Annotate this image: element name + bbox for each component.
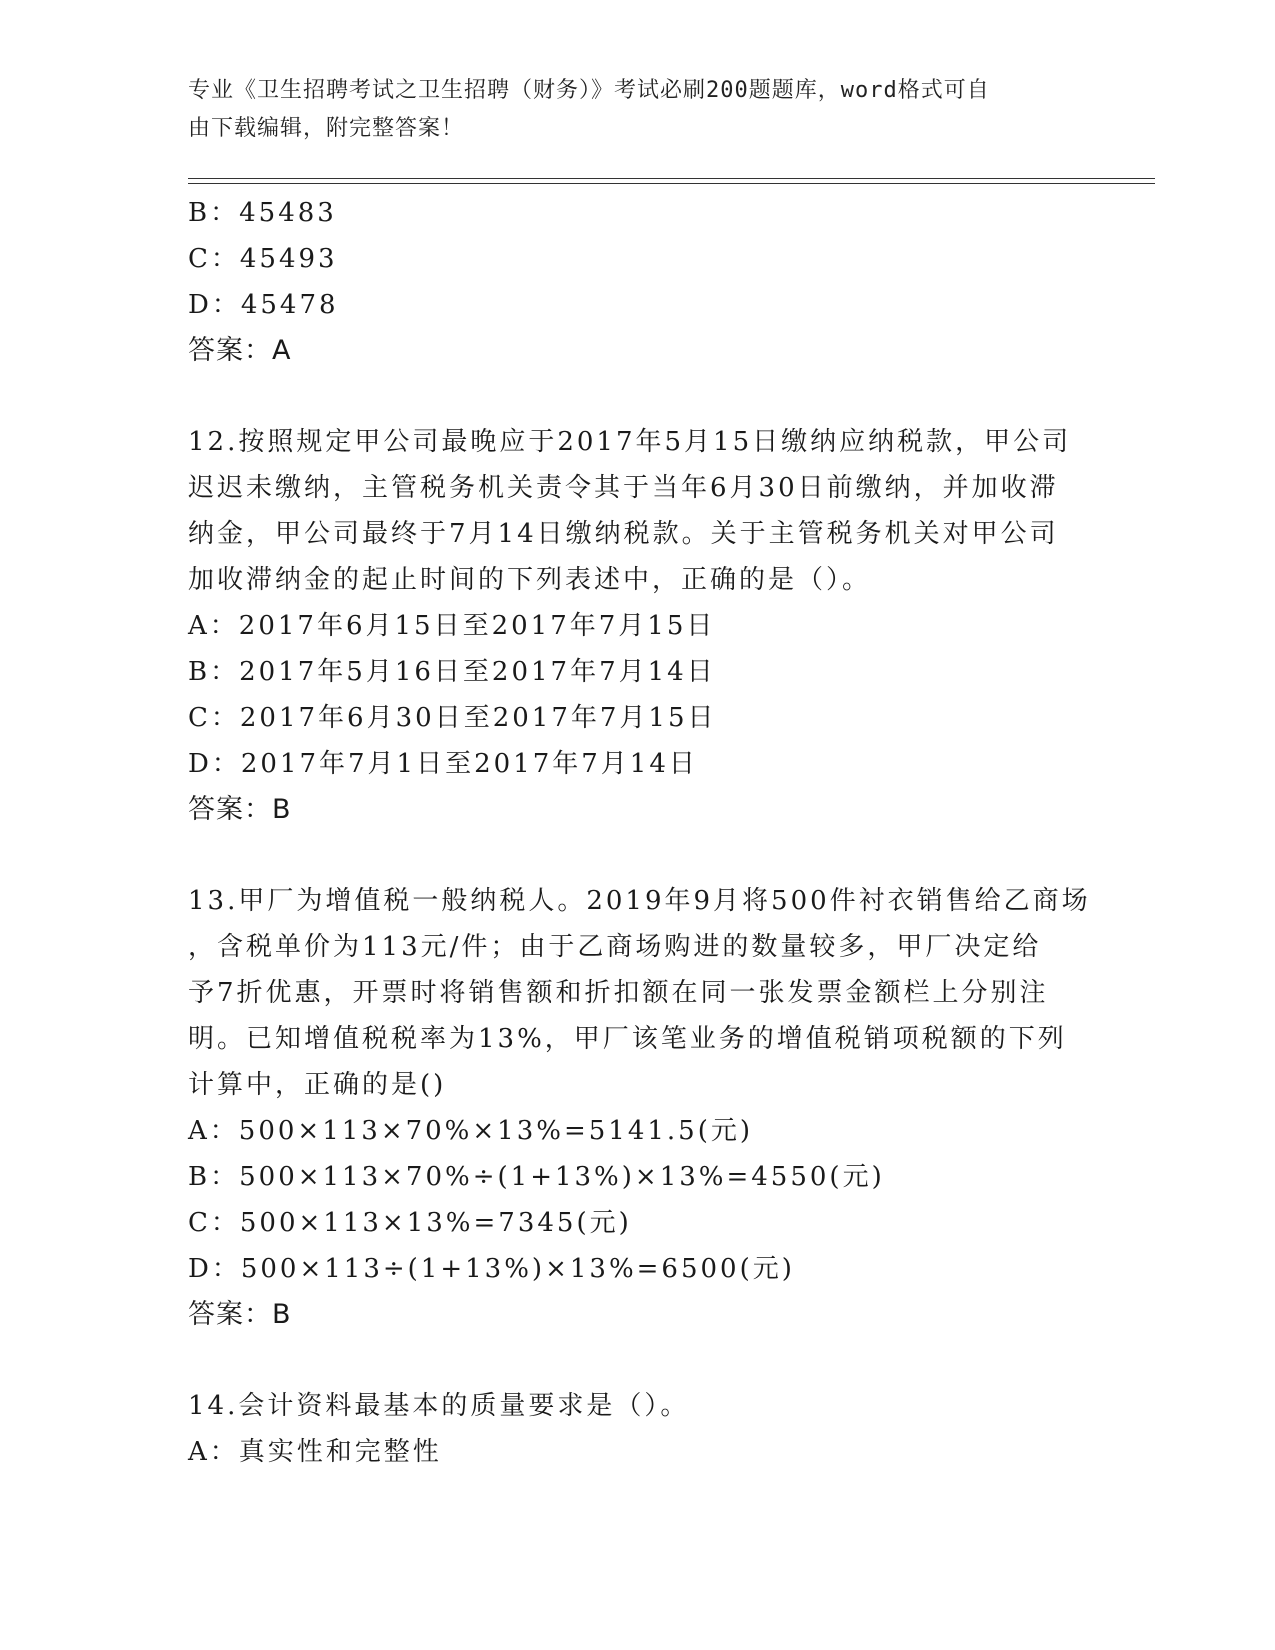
question-stem-line: 加收滞纳金的起止时间的下列表述中，正确的是（）。 <box>188 565 872 595</box>
question-stem-line: 迟迟未缴纳，主管税务机关责令其于当年6月30日前缴纳，并加收滞 <box>188 473 1059 503</box>
question-stem-line: 纳金，甲公司最终于7月14日缴纳税款。关于主管税务机关对甲公司 <box>188 519 1059 549</box>
option-d: D：2017年7月1日至2017年7月14日 <box>188 749 698 779</box>
question-stem-line: 14.会计资料最基本的质量要求是（）。 <box>188 1391 690 1421</box>
question-12 <box>188 419 1088 833</box>
answer: 答案：A <box>188 335 292 366</box>
header-divider-bottom <box>188 183 1155 184</box>
option-a: A：500×113×70%×13%=5141.5(元) <box>188 1116 754 1146</box>
question-13 <box>188 878 1091 1338</box>
option-c: C：45493 <box>188 244 338 274</box>
header-divider-top <box>188 178 1155 179</box>
question-14 <box>188 1383 1088 1475</box>
option-b: B：2017年5月16日至2017年7月14日 <box>188 657 716 687</box>
document-body <box>188 190 1091 1475</box>
option-d: D：500×113÷(1+13%)×13%=6500(元) <box>188 1254 795 1284</box>
question-stem-line: 计算中，正确的是() <box>188 1070 447 1100</box>
option-a: A：2017年6月15日至2017年7月15日 <box>188 611 716 641</box>
header-line-1: 专业《卫生招聘考试之卫生招聘（财务）》考试必刷200题题库，word格式可自 <box>188 78 990 103</box>
question-stem-line: 13.甲厂为增值税一般纳税人。2019年9月将500件衬衣销售给乙商场 <box>188 886 1091 916</box>
question-stem-line: 12.按照规定甲公司最晚应于2017年5月15日缴纳应纳税款，甲公司 <box>188 427 1072 457</box>
spacer <box>188 833 1088 878</box>
option-b: B：45483 <box>188 198 337 228</box>
question-11 <box>188 190 1088 374</box>
question-stem-line: ，含税单价为113元/件；由于乙商场购进的数量较多，甲厂决定给 <box>188 932 1042 962</box>
option-a: A：真实性和完整性 <box>188 1437 442 1467</box>
question-stem-line: 予7折优惠，开票时将销售额和折扣额在同一张发票金额栏上分别注 <box>188 978 1049 1008</box>
option-c: C：2017年6月30日至2017年7月15日 <box>188 703 717 733</box>
question-stem-line: 明。已知增值税税率为13%，甲厂该笔业务的增值税销项税额的下列 <box>188 1024 1067 1054</box>
answer: 答案：B <box>188 794 292 825</box>
document-header <box>188 72 1068 148</box>
option-c: C：500×113×13%=7345(元) <box>188 1208 632 1238</box>
answer: 答案：B <box>188 1299 292 1330</box>
option-b: B：500×113×70%÷(1+13%)×13%=4550(元) <box>188 1162 885 1192</box>
option-d: D：45478 <box>188 290 339 320</box>
header-line-2: 由下载编辑，附完整答案！ <box>188 116 465 141</box>
spacer <box>188 1338 1088 1383</box>
spacer <box>188 374 1088 419</box>
